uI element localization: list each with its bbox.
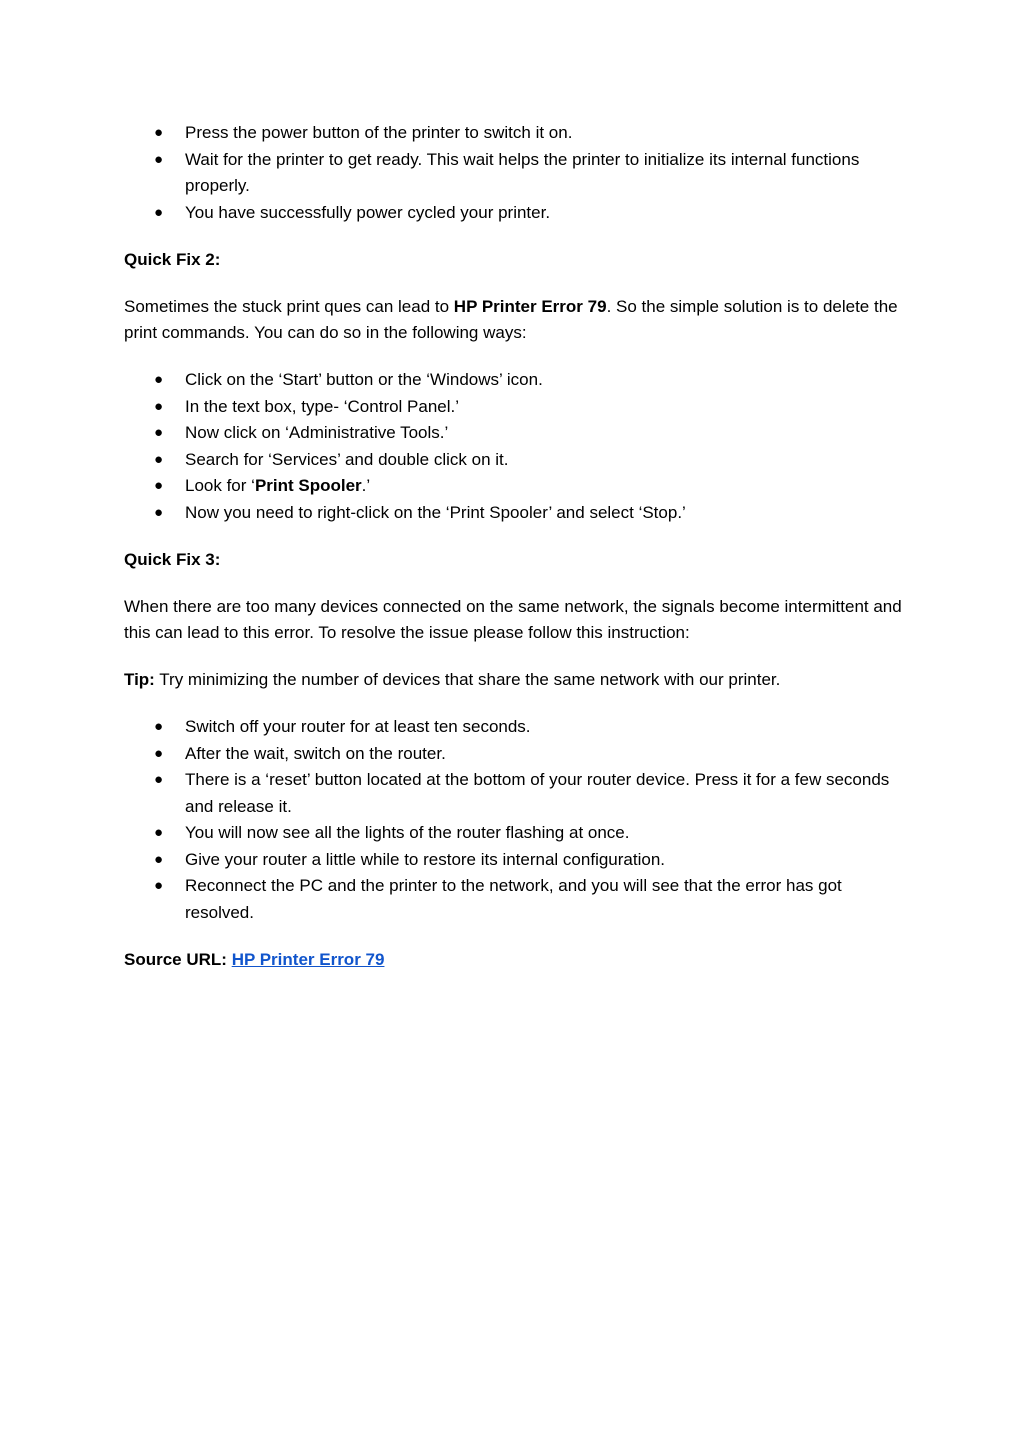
list-item xyxy=(124,473,904,500)
list-item xyxy=(124,147,904,200)
list-item xyxy=(124,394,904,421)
list-item-text: You have successfully power cycled your printer. xyxy=(185,202,551,222)
bullet-icon: ● xyxy=(154,450,164,468)
document-page xyxy=(124,120,904,973)
error-name-bold: HP Printer Error 79 xyxy=(453,296,607,316)
list-item xyxy=(124,120,904,147)
list-item xyxy=(124,873,904,926)
source-label: Source URL: xyxy=(124,949,232,969)
bullet-icon: ● xyxy=(154,771,164,788)
source-line xyxy=(124,947,904,974)
list-item xyxy=(124,847,904,874)
bullet-icon: ● xyxy=(154,124,164,141)
list-item xyxy=(124,741,904,768)
list-item-text: Click on the ‘Start’ button or the ‘Windows’ icon. xyxy=(185,370,543,389)
list-item-text: Switch off your router for at least ten seconds. xyxy=(185,717,531,736)
list-item-text: Reconnect the PC and the printer to the network, and you will see that the error has got resolved. xyxy=(185,876,842,922)
list-item-text: Now click on ‘Administrative Tools.’ xyxy=(185,423,449,442)
list-item xyxy=(124,200,904,227)
list-item xyxy=(124,500,904,527)
list-item xyxy=(124,447,904,474)
list-item-text: Now you need to right-click on the ‘Print Spooler’ and select ‘Stop.’ xyxy=(185,502,686,522)
bullet-icon: ● xyxy=(154,424,164,441)
list-item-text: Look for ‘Print Spooler.’ xyxy=(185,476,371,495)
quick-fix-2-heading: Quick Fix 2: xyxy=(124,249,221,269)
bullet-icon: ● xyxy=(154,824,164,841)
list-item xyxy=(124,820,904,847)
list-item xyxy=(124,767,904,820)
print-spooler-steps-list xyxy=(124,367,904,526)
bullet-icon: ● xyxy=(154,371,164,388)
list-item-text: Search for ‘Services’ and double click on it. xyxy=(185,449,509,469)
bullet-icon: ● xyxy=(154,203,164,221)
list-item-text: You will now see all the lights of the router flashing at once. xyxy=(185,823,630,842)
bullet-icon: ● xyxy=(154,477,164,494)
list-item xyxy=(124,367,904,394)
list-item-text: Wait for the printer to get ready. This wait helps the printer to initialize its internal functions properly. xyxy=(185,149,860,195)
power-cycle-list xyxy=(124,120,904,226)
router-reset-steps-list xyxy=(124,714,904,926)
tip-text: Try minimizing the number of devices that share the same network with our printer. xyxy=(154,670,781,689)
bullet-icon: ● xyxy=(154,877,164,894)
list-item xyxy=(124,714,904,741)
bullet-icon: ● xyxy=(154,718,164,735)
tip-paragraph xyxy=(124,667,904,694)
bullet-icon: ● xyxy=(154,744,164,762)
list-item-text: After the wait, switch on the router. xyxy=(185,743,446,763)
quick-fix-2-paragraph: Sometimes the stuck print ques can lead to HP Printer Error 79. So the simple solution is to delete the print commands. You can do so in the following ways: xyxy=(124,296,898,342)
bullet-icon: ● xyxy=(154,397,164,415)
list-item-text: In the text box, type- ‘Control Panel.’ xyxy=(185,396,460,416)
source-link[interactable]: HP Printer Error 79 xyxy=(231,949,385,969)
list-item xyxy=(124,420,904,447)
print-spooler-bold: Print Spooler xyxy=(254,476,362,495)
bullet-icon: ● xyxy=(154,503,164,521)
list-item-text: There is a ‘reset’ button located at the bottom of your router device. Press it for a few seconds and release it. xyxy=(185,770,890,816)
list-item-text: Give your router a little while to restore its internal configuration. xyxy=(185,849,666,869)
tip-label: Tip: xyxy=(124,670,155,689)
bullet-icon: ● xyxy=(154,850,164,868)
bullet-icon: ● xyxy=(154,150,164,168)
quick-fix-3-paragraph: When there are too many devices connected on the same network, the signals become intermittent and this can lead to this error. To resolve the issue please follow this instruction: xyxy=(124,596,902,642)
quick-fix-3-heading: Quick Fix 3: xyxy=(124,549,221,569)
list-item-text: Press the power button of the printer to switch it on. xyxy=(185,123,573,142)
